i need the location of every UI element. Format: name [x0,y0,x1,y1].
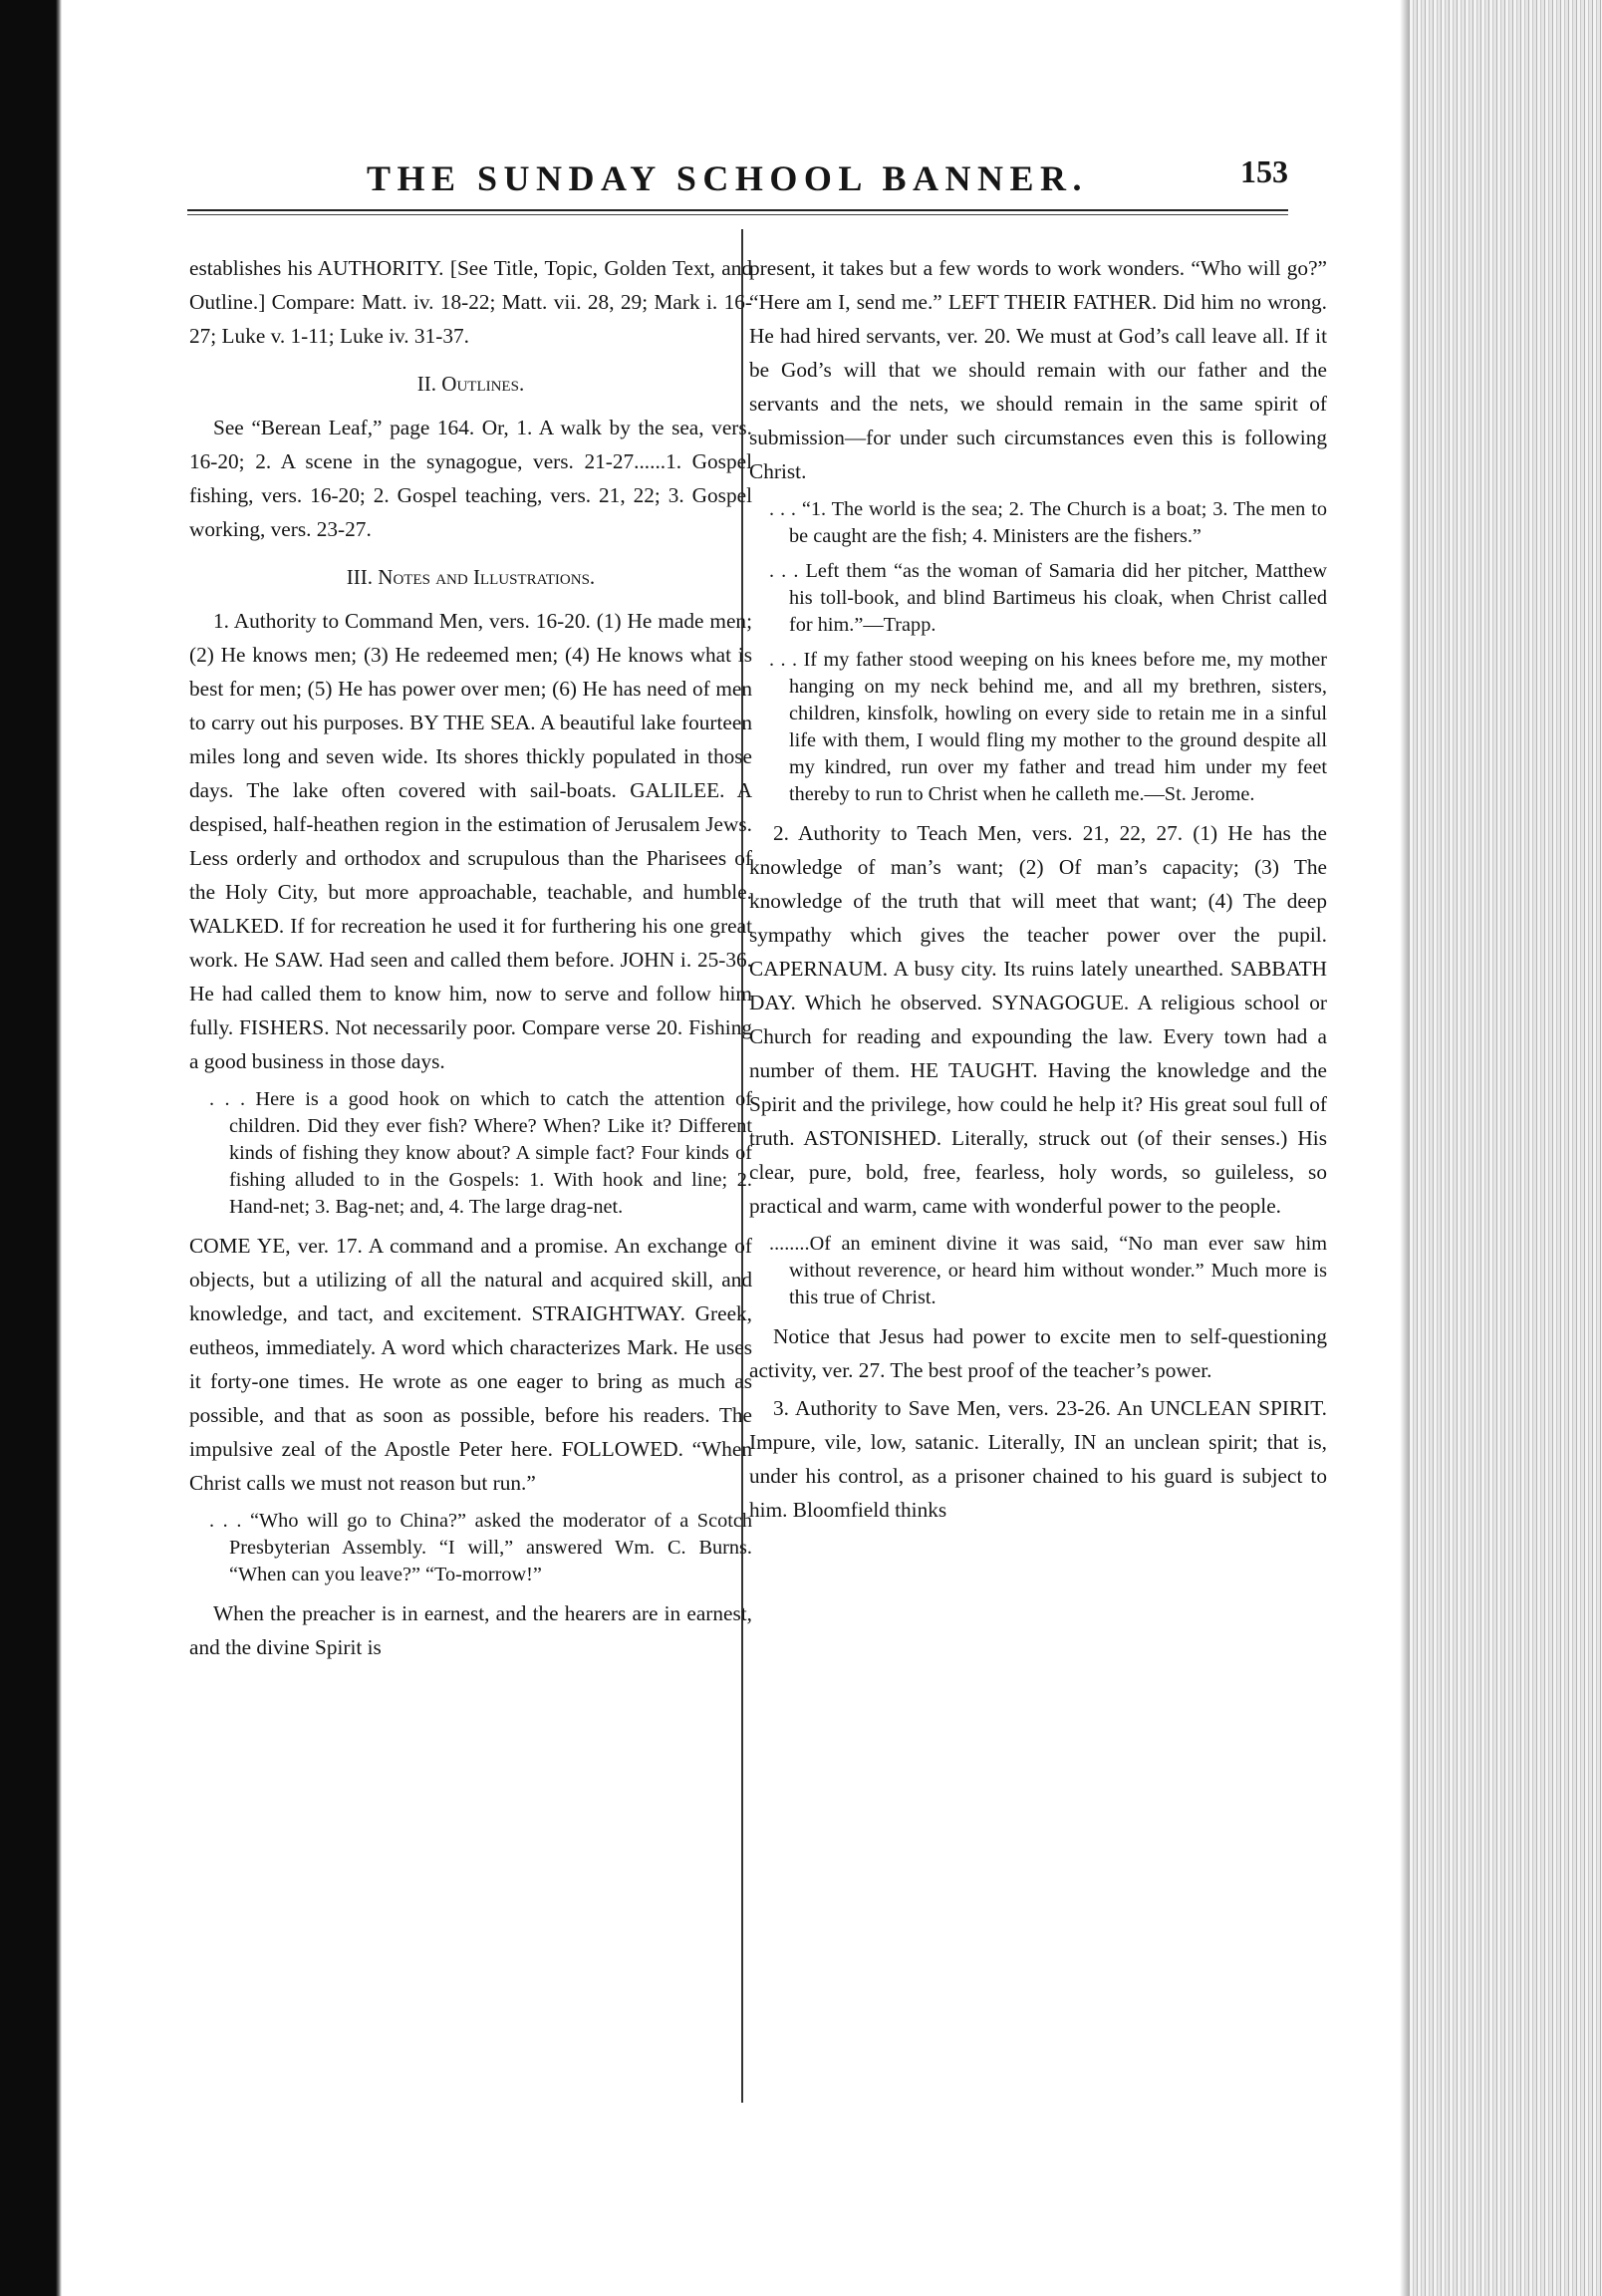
header-rule-thin [187,214,1288,215]
quote-block [189,1086,752,1221]
quote-block [749,647,1327,808]
header-rule [187,209,1288,211]
outlines-heading: II. Outlines. [416,372,525,396]
section-2-paragraph: 2. Authority to Teach Men, vers. 21, 22, 27. (1) He has the knowledge of man’s want; (2) Of man’s capacity; (3) The knowledge of the truth that will meet that want; (4) The deep sympathy which gives the teacher power over the pupil. CAPERNAUM. A busy city. Its ruins lately unearthed. SABBATH DAY. Which he observed. SYNAGOGUE. A religious school or Church for reading and expounding the law. Every town had a number of them. HE TAUGHT. Having the knowledge and the Spirit and the privilege, how could he help it? His great soul full of truth. ASTONISHED. Literally, struck out (of their senses.) His clear, pure, bold, free, fearless, holy words, so guileless, so practical and warm, came with wonderful power to the people. [749,821,1327,1218]
quote-text: . . . If my father stood weeping on his knees before me, my mother hanging on my neck behind me, and all my brethren, sisters, children, kinsfolk, howling on every side to retain me in a sinful life with them, I would fling my mother to the ground despite all my kindred, run over my father and tread him under my feet thereby to run to Christ when he calleth me.—St. Jerome. [769,649,1327,805]
stacked-page-edges [1410,0,1602,2296]
closing-paragraph: When the preacher is in earnest, and the hearers are in earnest, and the divine Spirit is [189,1601,752,1659]
section-3-paragraph: 3. Authority to Save Men, vers. 23-26. An UNCLEAN SPIRIT. Impure, vile, low, satanic. Literally, IN an unclean spirit; that is, under his control, as a prisoner chained to his guard is subject to him. Bloomfield thinks [749,1396,1327,1522]
quote-text: . . . Left them “as the woman of Samaria did her pitcher, Matthew his toll-book, and blind Bartimeus his cloak, when Christ called for him.”—Trapp. [769,560,1327,636]
running-title: THE SUNDAY SCHOOL BANNER. [367,158,1088,198]
quote-block [749,558,1327,639]
quote-block [749,496,1327,550]
outlines-paragraph: See “Berean Leaf,” page 164. Or, 1. A walk by the sea, vers. 16-20; 2. A scene in the synagogue, vers. 21-27......1. Gospel fishing, vers. 16-20; 2. Gospel teaching, vers. 21, 22; 3. Gospel working, vers. 23-27. [189,416,752,541]
quote-block [189,1508,752,1588]
right-column [749,251,1327,1527]
page-header [187,149,1288,209]
left-column [189,251,752,1664]
quote-text: . . . “Who will go to China?” asked the moderator of a Scotch Presbyterian Assembly. “I will,” answered Wm. C. Burns. “When can you leave?” “To-morrow!” [209,1510,752,1585]
continued-paragraph: present, it takes but a few words to work wonders. “Who will go?” “Here am I, send me.” LEFT THEIR FATHER. Did him no wrong. He had hired servants, ver. 20. We must at God’s call leave all. If it be God’s will that we should remain with our father and the servants and the nets, we should remain in the same spirit of submission—for under such circumstances even this is following Christ. [749,256,1327,483]
notes-heading: III. Notes and Illustrations. [346,565,596,589]
quote-text: ........Of an eminent divine it was said, “No man ever saw him without reverence, or heard him without wonder.” Much more is this true of Christ. [769,1233,1327,1308]
quote-text: . . . Here is a good hook on which to catch the attention of children. Did they ever fish? Where? When? Like it? Different kinds of fishing they know about? A simple fact? Four kinds of fishing alluded to in the Gospels: 1. With hook and line; 2. Hand-net; 3. Bag-net; and, 4. The large drag-net. [209,1088,752,1218]
page-number: 153 [1240,153,1288,189]
book-binding-shadow [0,0,62,2296]
section-1-paragraph: 1. Authority to Command Men, vers. 16-20. (1) He made men; (2) He knows men; (3) He redeemed men; (4) He knows what is best for men; (5) He has power over men; (6) He has need of men to carry out his purposes. BY THE SEA. A beautiful lake fourteen miles long and seven wide. Its shores thickly populated in those days. The lake often covered with sail-boats. GALILEE. A despised, half-heathen region in the estimation of Jerusalem Jews. Less orderly and orthodox and scrupulous than the Pharisees of the Holy City, but more approachable, teachable, and humble. WALKED. If for recreation he used it for furthering his one great work. He SAW. Had seen and called them before. JOHN i. 25-36. He had called them to know him, now to serve and follow him fully. FISHERS. Not necessarily poor. Compare verse 20. Fishing a good business in those days. [189,609,752,1073]
quote-block [749,1231,1327,1311]
come-ye-paragraph: COME YE, ver. 17. A command and a promise. An exchange of objects, but a utilizing of all the natural and acquired skill, and knowledge, and tact, and excitement. STRAIGHTWAY. Greek, eutheos, immediately. A word which characterizes Mark. He uses it forty-one times. He wrote as one eager to bring as much as possible, and that as soon as possible, before his readers. The impulsive zeal of the Apostle Peter here. FOLLOWED. “When Christ calls we must not reason but run.” [189,1234,752,1495]
quote-text: . . . “1. The world is the sea; 2. The Church is a boat; 3. The men to be caught are the fish; 4. Ministers are the fishers.” [769,498,1327,547]
notice-paragraph: Notice that Jesus had power to excite men to self-questioning activity, ver. 27. The best proof of the teacher’s power. [749,1324,1327,1382]
intro-paragraph: establishes his AUTHORITY. [See Title, Topic, Golden Text, and Outline.] Compare: Matt. iv. 18-22; Matt. vii. 28, 29; Mark i. 16-27; Luke v. 1-11; Luke iv. 31-37. [189,256,752,348]
